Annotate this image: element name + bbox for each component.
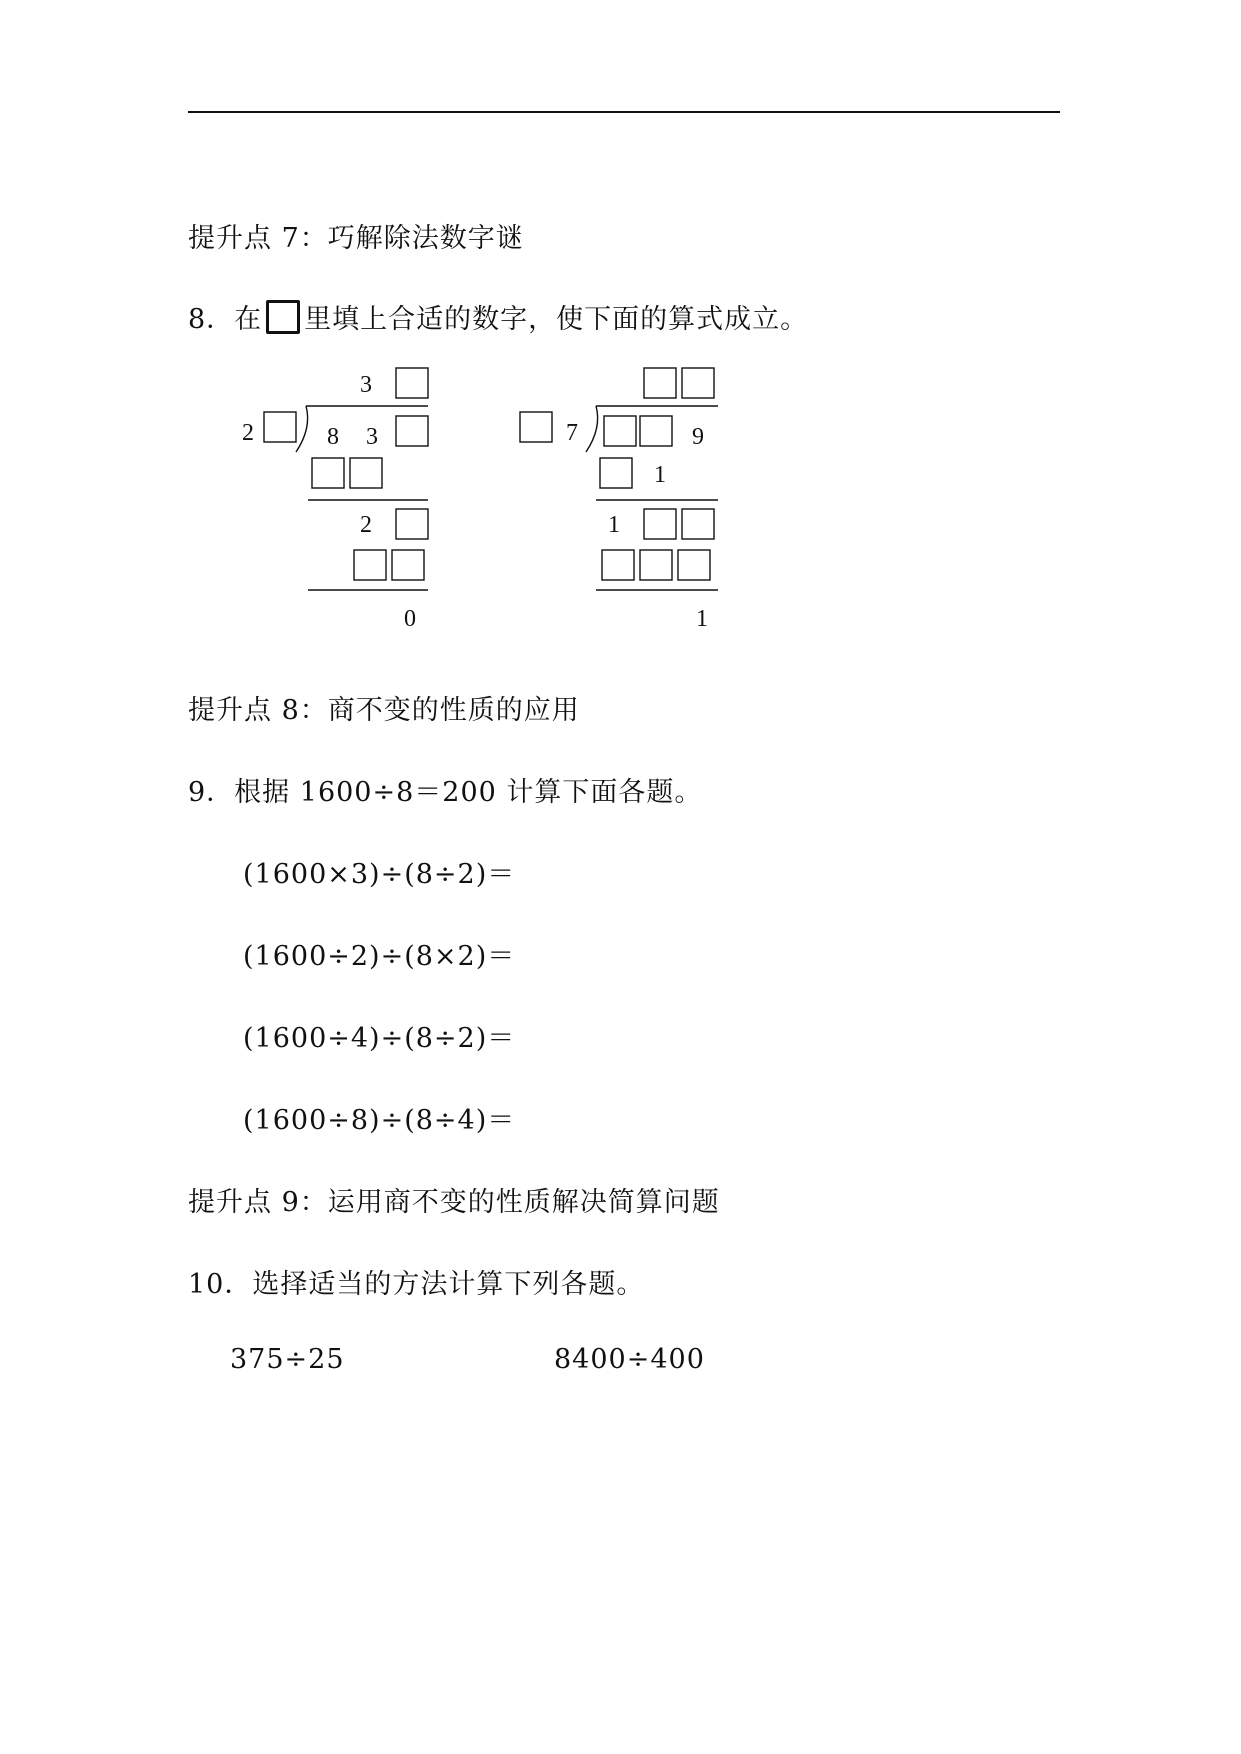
- p2-product2-box-3[interactable]: [678, 550, 710, 580]
- p2-product1-digit: 1: [654, 462, 666, 488]
- division-puzzle-1: [230, 360, 450, 640]
- p2-quotient-box-1[interactable]: [644, 368, 676, 398]
- p2-remainder: 1: [696, 606, 708, 632]
- p1-divisor-digit: 2: [242, 420, 254, 446]
- question-9-title: 9．根据 1600÷8＝200 计算下面各题。: [188, 777, 703, 808]
- section-7-title: 提升点 7：巧解除法数字谜: [188, 223, 524, 254]
- p1-remainder: 0: [404, 606, 416, 632]
- question-10-expr-1: 375÷25: [230, 1344, 345, 1375]
- question-10-expr-2: 8400÷400: [554, 1344, 705, 1375]
- p1-product1-box-1[interactable]: [312, 458, 344, 488]
- p1-product2-box-2[interactable]: [392, 550, 424, 580]
- p1-partial-box[interactable]: [396, 509, 428, 539]
- p2-product2-box-1[interactable]: [602, 550, 634, 580]
- division-puzzle-2: [514, 360, 734, 640]
- p2-dividend-box-1[interactable]: [604, 416, 636, 446]
- question-10-title: 10．选择适当的方法计算下列各题。: [188, 1269, 645, 1300]
- p1-dividend-digit-1: 8: [327, 424, 339, 450]
- question-9-item-1: (1600×3)÷(8÷2)＝: [243, 859, 516, 890]
- section-8-title: 提升点 8：商不变的性质的应用: [188, 695, 580, 726]
- p1-quotient-box[interactable]: [396, 368, 428, 398]
- question-8-prefix: 8．在: [188, 304, 263, 335]
- header-rule: [188, 111, 1060, 113]
- p2-divisor-box[interactable]: [520, 412, 552, 442]
- question-9-item-3: (1600÷4)÷(8÷2)＝: [243, 1023, 516, 1054]
- p2-division-bracket: [586, 406, 598, 452]
- p2-product2-box-2[interactable]: [640, 550, 672, 580]
- p2-dividend-digit: 9: [692, 424, 704, 450]
- p1-dividend-digit-2: 3: [366, 424, 378, 450]
- p2-product1-box[interactable]: [600, 458, 632, 488]
- question-8-suffix: 里填上合适的数字，使下面的算式成立。: [304, 304, 809, 335]
- question-9-item-2: (1600÷2)÷(8×2)＝: [243, 941, 516, 972]
- question-9-item-4: (1600÷8)÷(8÷4)＝: [243, 1105, 516, 1136]
- answer-box-icon: [266, 300, 300, 334]
- p2-dividend-box-2[interactable]: [640, 416, 672, 446]
- p2-divisor-digit: 7: [566, 420, 578, 446]
- p1-divisor-box[interactable]: [264, 412, 296, 442]
- p2-partial-box-2[interactable]: [682, 509, 714, 539]
- p2-partial-digit: 1: [608, 512, 620, 538]
- p1-partial-digit: 2: [360, 512, 372, 538]
- p1-division-bracket: [296, 406, 308, 452]
- p2-partial-box-1[interactable]: [644, 509, 676, 539]
- p1-product1-box-2[interactable]: [350, 458, 382, 488]
- p2-quotient-box-2[interactable]: [682, 368, 714, 398]
- p1-quotient-digit: 3: [360, 372, 372, 398]
- p1-dividend-box[interactable]: [396, 416, 428, 446]
- p1-product2-box-1[interactable]: [354, 550, 386, 580]
- section-9-title: 提升点 9：运用商不变的性质解决简算问题: [188, 1187, 720, 1218]
- question-8: [188, 297, 808, 336]
